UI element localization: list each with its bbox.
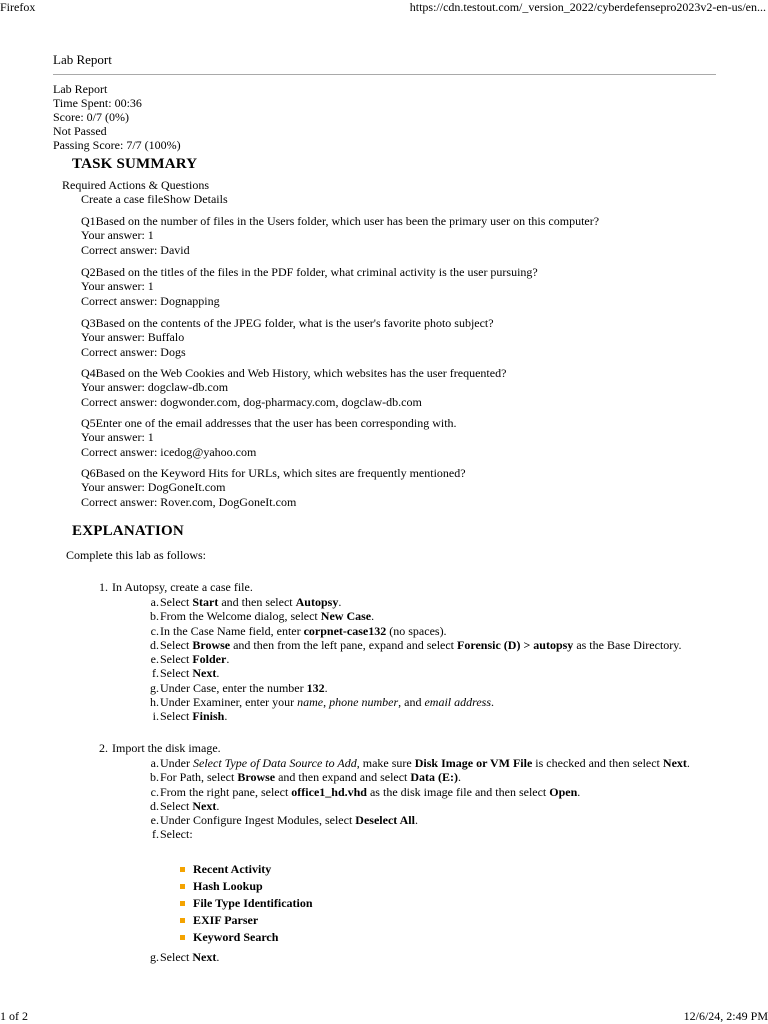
explanation-heading: EXPLANATION [72,523,184,539]
text: . [324,680,328,695]
text: , make sure [356,756,415,770]
ui-term: Forensic (D) > autopsy [457,637,574,652]
show-details-link[interactable]: Show Details [163,192,228,206]
text: and then expand and select [275,770,411,785]
text: Select [160,950,193,964]
substep [150,595,700,609]
substep-letter: a. [150,756,159,770]
text: and then select [218,595,296,609]
module-item: File Type Identification [180,895,313,912]
placeholder-term: email address [424,695,492,710]
ui-term: Disk Image or VM File [414,756,533,770]
text: Under Case, enter the number [160,680,307,695]
text: In the Case Name field, enter [160,623,304,638]
required-actions-title: Required Actions & Questions [62,178,209,192]
ui-term: 132 [306,680,325,695]
ingest-modules-list [180,861,313,946]
ui-term: Data (E:) [410,770,459,785]
score: Score: 0/7 (0%) [53,110,129,125]
text: Select: [160,827,193,842]
your-answer: Your answer: Buffalo [81,330,185,345]
text: From the Welcome dialog, select [160,609,321,624]
text: . [686,756,690,770]
question-block [81,265,538,308]
ui-term: Next [662,756,687,770]
task-label: Create a case file [81,192,164,206]
module-item: EXIF Parser [180,912,313,929]
substep [152,827,700,842]
your-answer: Your answer: 1 [81,430,154,445]
question-text: Q5Enter one of the email addresses that the user has been corresponding with. [81,416,457,430]
ui-term: Next [192,666,217,681]
text: Select [160,798,193,813]
task-summary-heading: TASK SUMMARY [72,156,198,172]
ui-term: corpnet-case132 [303,623,387,638]
text: (no spaces). [386,623,447,638]
text: For Path, select [160,770,238,785]
substep [150,784,700,799]
substep [150,652,700,667]
substep-letter: c. [150,784,159,799]
text: . [371,609,375,624]
step-2 [99,741,692,755]
report-subtitle: Lab Report [53,82,108,96]
text: Under [160,756,193,770]
task-item [81,192,228,206]
text: . [224,709,228,724]
browser-name: Firefox [0,0,36,14]
correct-answer: Correct answer: Dognapping [81,293,220,308]
text: . [216,798,220,813]
ui-term: Folder [192,652,227,667]
text: . [216,950,220,964]
correct-answer: Correct answer: dogwonder.com, dog-pharmacy.com, dogclaw-db.com [81,394,422,409]
step-1 [99,580,692,594]
placeholder-term: name [297,695,324,710]
step-1-substeps [150,595,700,724]
your-answer: Your answer: DogGoneIt.com [81,480,226,495]
report-meta [53,82,181,152]
question-block [81,316,494,359]
substep-letter: g. [150,680,159,695]
text: . [577,784,581,799]
module-item: Recent Activity [180,861,313,878]
substep [150,695,700,710]
ui-term: Browse [192,637,231,652]
substep-letter: d. [150,798,159,813]
ui-term: Finish [192,709,225,724]
substep-letter: f. [152,666,159,681]
question-block [81,416,457,459]
page-url[interactable]: https://cdn.testout.com/_version_2022/cyberdefensepro2023v2-en-us/en... [409,0,766,14]
correct-answer: Correct answer: Dogs [81,344,186,359]
question-block [81,366,506,409]
correct-answer: Correct answer: Rover.com, DogGoneIt.com [81,494,297,509]
ui-term: New Case [320,609,372,624]
ui-term: Deselect All [355,813,415,828]
time-spent: Time Spent: 00:36 [53,96,142,111]
ui-term: Open [549,784,578,799]
substep [150,950,700,964]
text: , [323,695,330,710]
text: is checked and then select [532,756,663,770]
passing-score: Passing Score: 7/7 (100%) [53,138,181,153]
text: as the disk image file and then select [366,784,550,799]
question-block [81,214,599,257]
substep [150,813,700,828]
substep [152,709,700,724]
placeholder-term: phone number [329,695,399,710]
text: and then from the left pane, expand and select [230,637,458,652]
module-item: Hash Lookup [180,878,313,895]
text: Under Examiner, enter your [160,695,298,710]
correct-answer: Correct answer: David [81,242,190,257]
substep-letter: b. [150,609,159,624]
text: . [458,770,462,785]
your-answer: Your answer: 1 [81,279,154,294]
substep-letter: e. [150,652,159,667]
ui-term: Browse [237,770,276,785]
substep-letter: h. [150,695,159,710]
substep-letter: b. [150,770,159,785]
text: , and [398,695,425,710]
substep [150,770,700,785]
ui-term: office1_hd.vhd [291,784,367,799]
substep [150,609,700,624]
substep-letter: c. [150,623,159,638]
report-title: Lab Report [53,52,112,67]
placeholder-term: Select Type of Data Source to Add [193,756,357,770]
text: Select [160,637,193,652]
title-divider [53,74,716,75]
ui-term: Start [192,595,219,609]
pass-status: Not Passed [53,124,107,139]
substep-letter: f. [152,827,159,842]
question-text: Q6Based on the Keyword Hits for URLs, which sites are frequently mentioned? [81,466,466,480]
substep [150,637,700,652]
text: . [491,695,495,710]
step-number: 2. [99,741,108,755]
step-text: Import the disk image. [112,741,221,755]
correct-answer: Correct answer: icedog@yahoo.com [81,444,257,459]
substep [150,756,700,770]
step-2-final-substep [150,950,700,964]
step-text: In Autopsy, create a case file. [112,580,253,594]
step-number: 1. [99,580,108,594]
text: Select [160,652,193,667]
text: Select [160,595,193,609]
text: Select [160,709,193,724]
print-timestamp: 12/6/24, 2:49 PM [683,1009,768,1023]
page-count: 1 of 2 [0,1009,28,1023]
ui-term: Next [192,950,217,964]
module-item: Keyword Search [180,929,313,946]
question-text: Q1Based on the number of files in the Users folder, which user has been the primary user on this computer? [81,214,600,228]
substep [152,666,700,681]
substep-letter: d. [150,637,159,652]
explanation-intro: Complete this lab as follows: [66,548,206,562]
text: . [216,666,220,681]
substep [150,623,700,638]
ui-term: Autopsy [295,595,339,609]
text: as the Base Directory. [573,637,682,652]
step-2-substeps [150,756,700,842]
substep-letter: e. [150,813,159,828]
text: . [338,595,342,609]
substep-letter: i. [152,709,159,724]
substep [150,798,700,813]
substep-letter: a. [150,595,159,609]
text: . [226,652,230,667]
question-block [81,466,466,509]
ui-term: Next [192,798,217,813]
substep [150,680,700,695]
text: Under Configure Ingest Modules, select [160,813,356,828]
text: . [414,813,418,828]
question-text: Q3Based on the contents of the JPEG folder, what is the user's favorite photo subject? [81,316,494,330]
question-text: Q2Based on the titles of the files in the PDF folder, what criminal activity is the user pursuing? [81,265,538,279]
substep-letter: g. [150,950,159,964]
text: Select [160,666,193,681]
your-answer: Your answer: 1 [81,228,154,243]
text: From the right pane, select [160,784,292,799]
your-answer: Your answer: dogclaw-db.com [81,380,229,395]
question-text: Q4Based on the Web Cookies and Web History, which websites has the user frequented? [81,366,507,380]
